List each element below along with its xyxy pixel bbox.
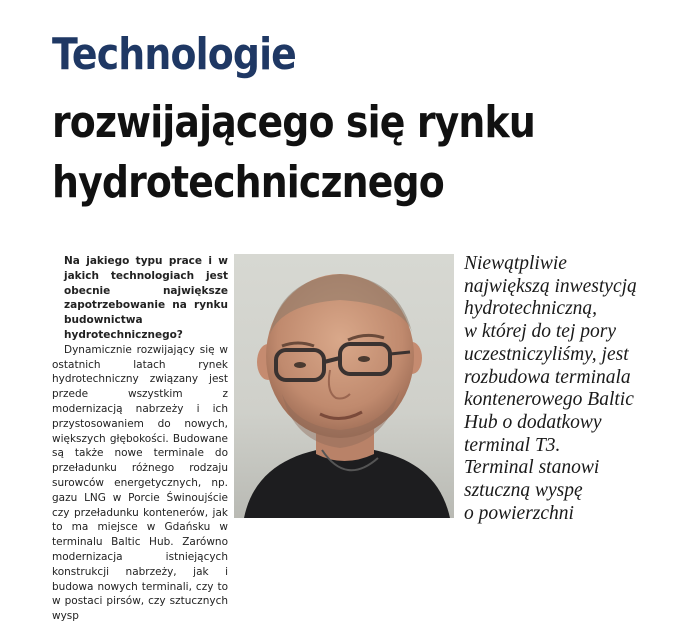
pull-quote-line: terminal T3.: [464, 434, 561, 456]
title-line-2: rozwijającego się rynku: [52, 97, 535, 148]
title-line-3: hydrotechnicznego: [52, 157, 444, 208]
pull-quote-line: hydrotechniczną,: [464, 298, 598, 320]
pull-quote-line: kontenerowego Baltic: [464, 389, 634, 411]
pull-quote-line: sztuczną wyspę: [464, 480, 583, 502]
title-line-1: Technologie: [52, 29, 296, 80]
pull-quote-line: w której do tej pory: [464, 321, 617, 343]
portrait-illustration: [234, 254, 454, 518]
pull-quote-line: o powierzchni: [464, 502, 574, 524]
pull-quote-line: uczestniczyliśmy, jest: [464, 343, 629, 365]
pull-quote-line: Terminal stanowi: [464, 457, 600, 479]
article-column: [52, 254, 228, 623]
interview-answer: Dynamicznie rozwijający się w ostatnich latach rynek hydrotechniczny związany jest przede wszystkim z modernizacją nabrzeży i ich przystosowaniem do nowych, większych głębokości. Budowane są także nowe terminale do przeładunku różnego rodzaju surowców energetycznych, np. gazu LNG w Porcie Świnoujście czy przeładunku kontenerów, jak to ma miejsce w Gdańsku w terminalu Baltic Hub. Zarówno modernizacja istniejących konstrukcji nabrzeży, jak i budowa nowych terminali, czy to w postaci pirsów, czy sztucznych wysp: [52, 343, 228, 623]
pull-quote-line: Hub o dodatkowy: [464, 411, 602, 433]
interview-question: Na jakiego typu prace i w jakich technologiach jest obecnie największe zapotrzebowanie na rynku budownictwa hydrotechnicznego?: [64, 255, 228, 341]
pull-quote-line: największą inwestycją: [464, 275, 637, 297]
portrait-photo: [234, 254, 454, 518]
pull-quote-line: rozbudowa terminala: [464, 366, 631, 388]
pull-quote-line: Niewątpliwie: [464, 253, 567, 274]
pull-quote: [464, 253, 690, 524]
